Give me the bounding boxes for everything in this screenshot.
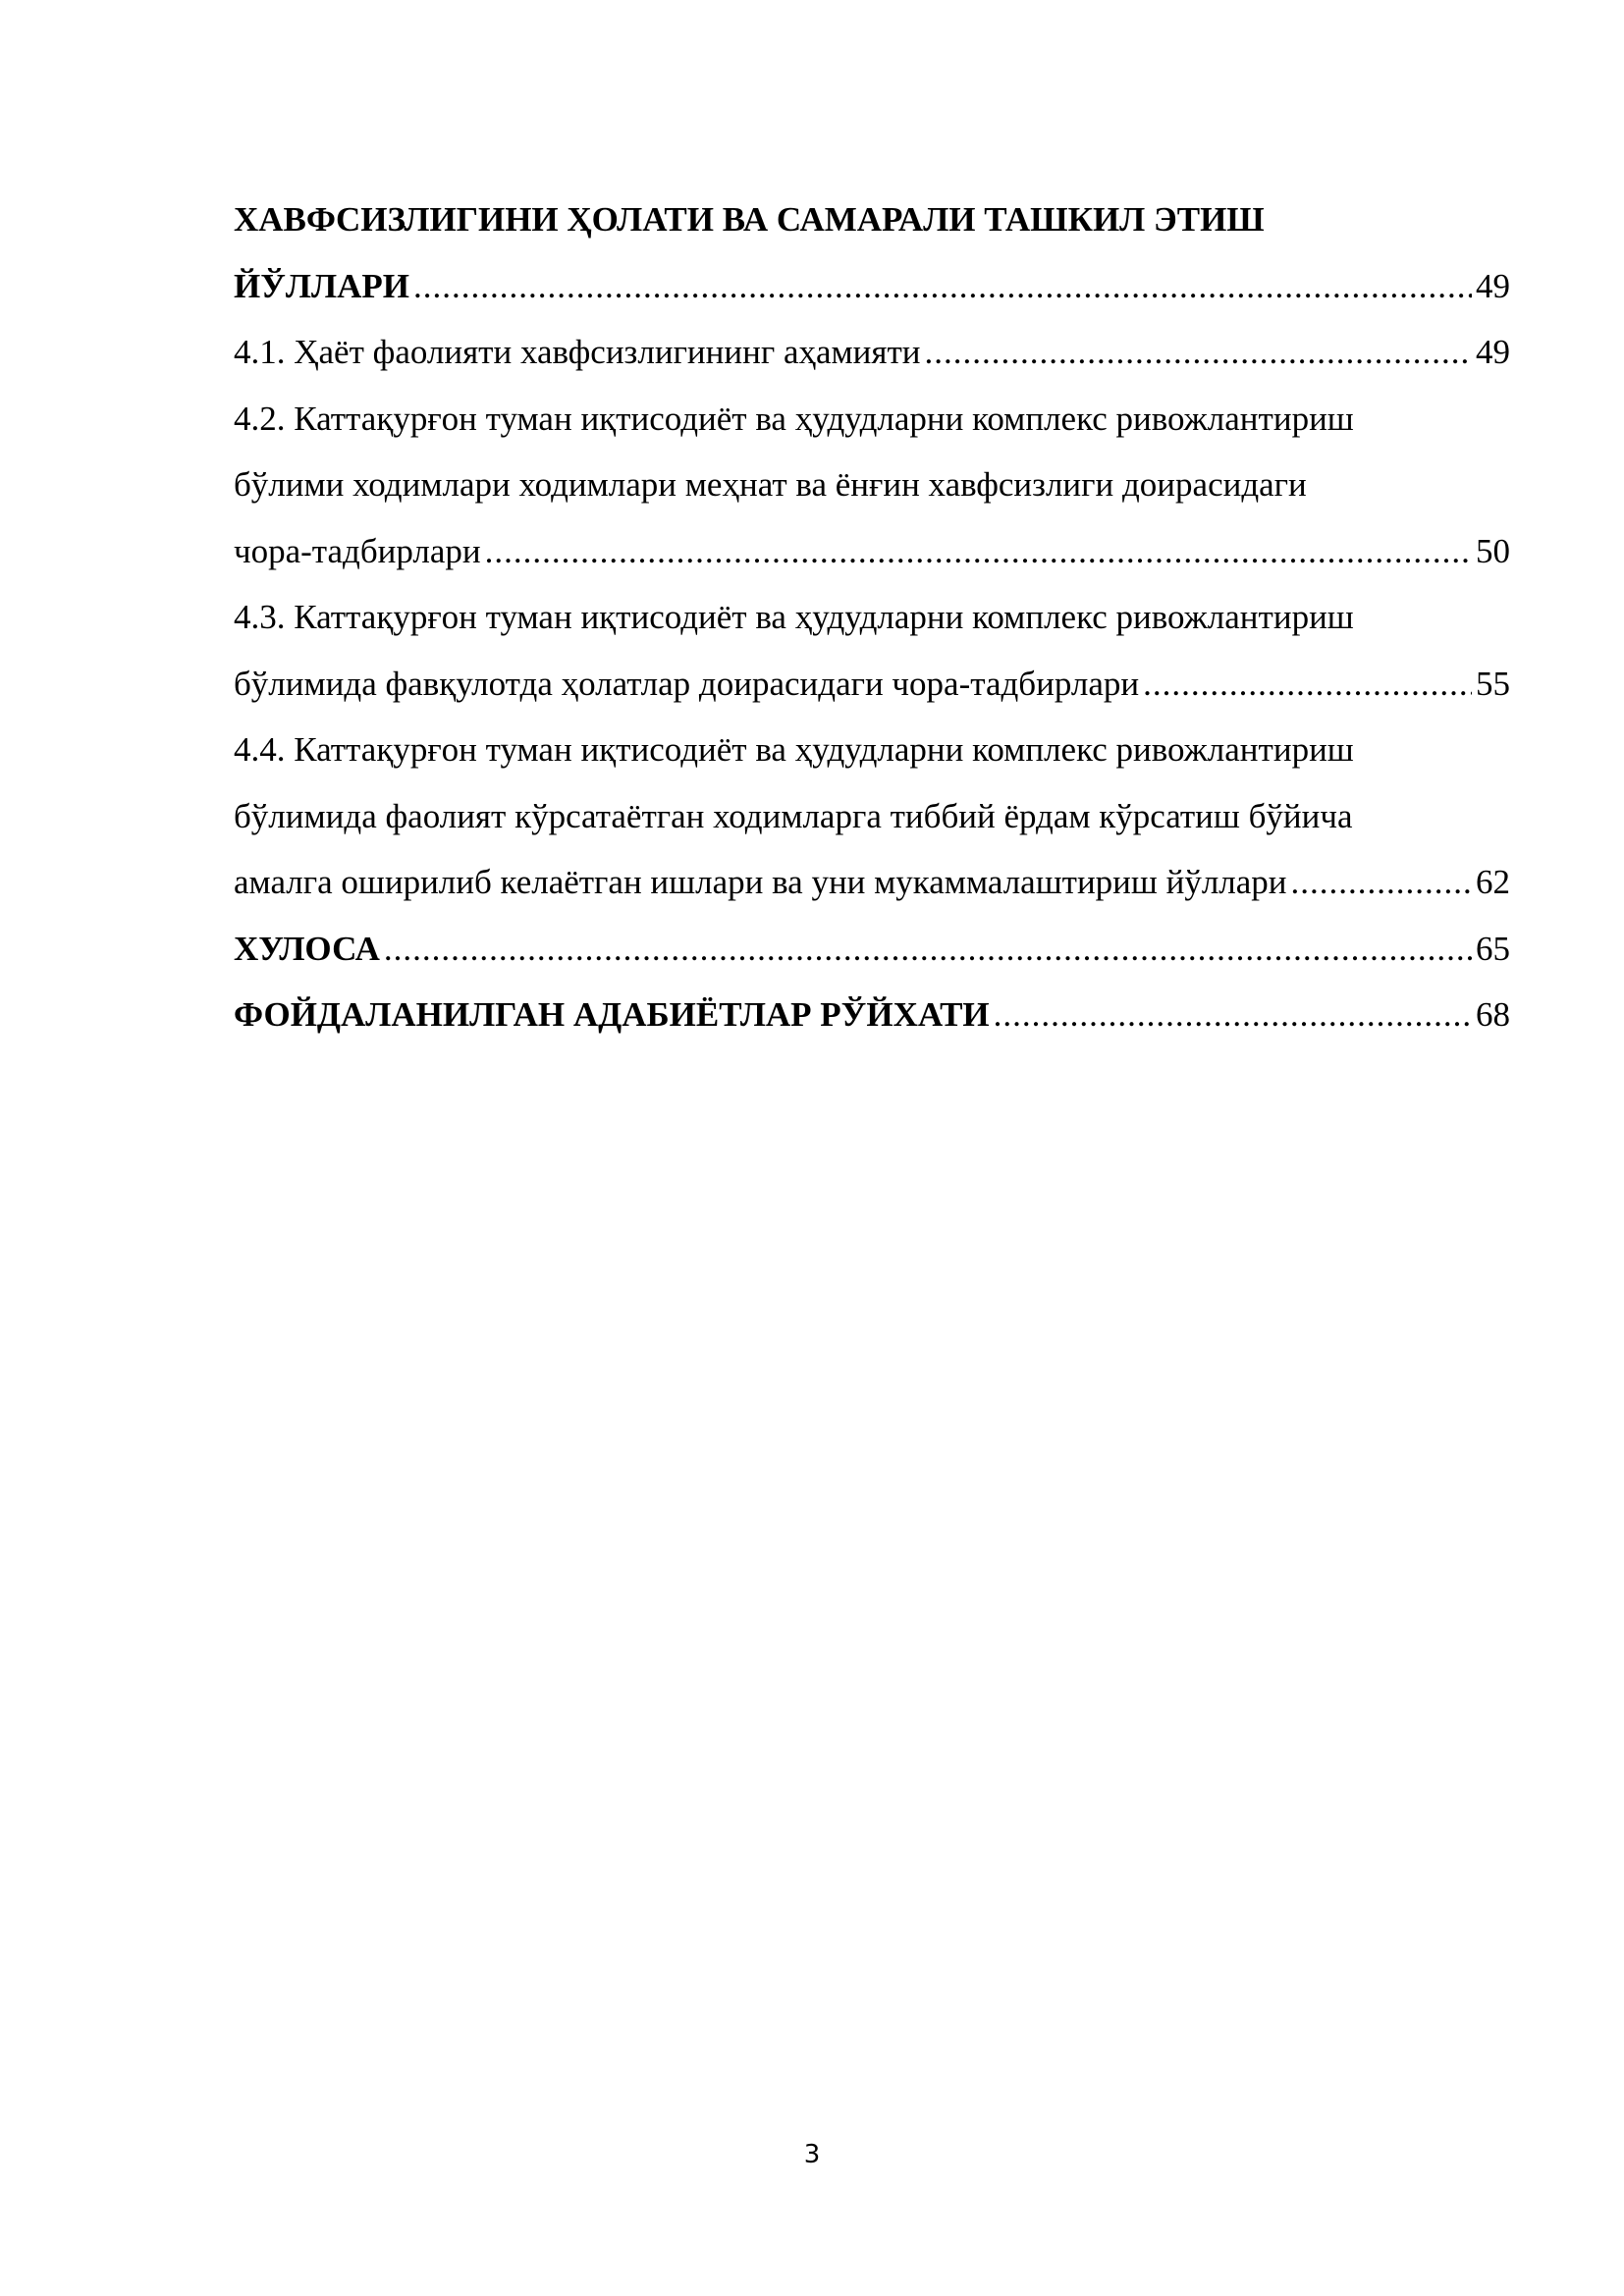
toc-entry-text: 4.3. Каттақурғон туман иқтисодиёт ва ҳудудларни комплекс ривожлантириш (234, 598, 1354, 636)
toc-line (234, 584, 1510, 651)
toc-line (234, 783, 1510, 850)
toc-entry-text: бўлимида фаолият кўрсатаётган ходимларга тиббий ёрдам кўрсатиш бўйича (234, 796, 1353, 835)
toc-line (234, 916, 1510, 983)
dot-leader (413, 253, 1472, 320)
toc-entry-text: ХУЛОСА (234, 929, 380, 968)
toc-entry-text: чора-тадбирлари (234, 531, 481, 570)
toc-line (234, 319, 1510, 386)
toc-entry-text: ЙЎЛЛАРИ (234, 266, 409, 305)
toc-line (234, 386, 1510, 453)
toc-page-number: 50 (1476, 531, 1510, 570)
toc-entry-text: 4.1. Ҳаёт фаолияти хавфсизлигининг аҳамияти (234, 333, 921, 371)
toc-line (234, 452, 1510, 518)
dot-leader (1291, 849, 1472, 916)
toc-page-number: 62 (1476, 863, 1510, 901)
toc-entry-text: амалга оширилиб келаётган ишлари ва уни мукаммалаштириш йўллари (234, 863, 1287, 901)
toc-line (234, 651, 1510, 718)
toc-line (234, 518, 1510, 585)
dot-leader (485, 518, 1472, 585)
toc-entry-text: ФОЙДАЛАНИЛГАН АДАБИЁТЛАР РЎЙХАТИ (234, 995, 990, 1034)
toc-entry-text: бўлими ходимлари ходимлари меҳнат ва ёнғин хавфсизлиги доирасидаги (234, 465, 1307, 504)
toc-page-number: 55 (1476, 664, 1510, 703)
dot-leader (1143, 651, 1472, 718)
toc-entry-text: 4.2. Каттақурғон туман иқтисодиёт ва ҳудудларни комплекс ривожлантириш (234, 399, 1354, 438)
toc-line (234, 849, 1510, 916)
dot-leader (925, 319, 1472, 386)
toc-page-number: 65 (1476, 929, 1510, 968)
toc-page-number: 68 (1476, 995, 1510, 1034)
toc-page-number: 49 (1476, 333, 1510, 371)
dot-leader (994, 982, 1472, 1048)
toc-entry-text: ХАВФСИЗЛИГИНИ ҲОЛАТИ ВА САМАРАЛИ ТАШКИЛ ЭТИШ (234, 200, 1265, 239)
toc-line (234, 253, 1510, 320)
toc-line (234, 982, 1510, 1048)
dot-leader (384, 916, 1472, 983)
toc-entry-text: бўлимида фавқулотда ҳолатлар доирасидаги чора-тадбирлари (234, 664, 1140, 703)
toc-line (234, 717, 1510, 783)
toc-page-number: 49 (1476, 266, 1510, 305)
toc-line (234, 187, 1510, 253)
toc-entry-text: 4.4. Каттақурғон туман иқтисодиёт ва ҳудудларни комплекс ривожлантириш (234, 730, 1354, 769)
footer-page-number: 3 (803, 2140, 821, 2169)
table-of-contents (234, 187, 1510, 1048)
